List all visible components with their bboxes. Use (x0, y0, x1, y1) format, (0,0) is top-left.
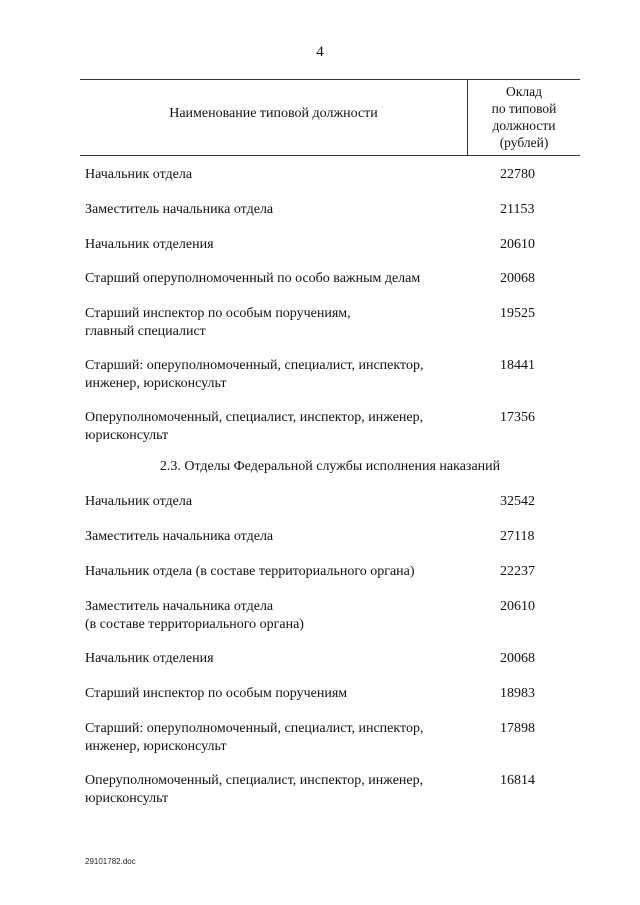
header-salary-line: по типовой (491, 101, 557, 116)
position-name-line: Старший: оперуполномоченный, специалист, инспектор, (85, 721, 424, 736)
position-name-line: Заместитель начальника отдела (85, 529, 274, 544)
position-name (85, 563, 480, 581)
salary-value: 22237 (500, 564, 535, 579)
position-name-line: инженер, юрисконсульт (85, 376, 227, 391)
position-name (85, 598, 480, 634)
position-name-line: Оперуполномоченный, специалист, инспектор, инженер, (85, 773, 424, 788)
position-name (85, 166, 480, 184)
salary-value: 17898 (500, 721, 535, 736)
position-name-line: Старший инспектор по особым поручениям (85, 686, 348, 701)
position-name (85, 650, 480, 668)
position-name-line: юрисконсульт (85, 791, 169, 806)
position-name (85, 720, 480, 756)
position-name-line: Начальник отделения (85, 237, 214, 252)
position-name-line: Старший: оперуполномоченный, специалист, инспектор, (85, 358, 424, 373)
salary-value: 18983 (500, 686, 535, 701)
position-name-line: Старший инспектор по особым поручениям, (85, 306, 351, 321)
salary-value: 32542 (500, 494, 535, 509)
salary-value: 18441 (500, 358, 535, 373)
table-header (80, 79, 580, 156)
header-salary-line: должности (492, 118, 556, 133)
position-name-line: Начальник отделения (85, 651, 214, 666)
position-name (85, 305, 480, 341)
salary-value: 20610 (500, 237, 535, 252)
section-title: 2.3. Отделы Федеральной службы исполнения наказаний (159, 459, 501, 474)
position-name (85, 357, 480, 393)
position-name (85, 236, 480, 254)
position-name-line: Начальник отдела (в составе территориального органа) (85, 564, 415, 579)
salary-value: 21153 (500, 202, 535, 217)
salary-value: 17356 (500, 410, 535, 425)
header-salary-line: (рублей) (499, 135, 549, 150)
position-name-line: юрисконсульт (85, 428, 169, 443)
position-name-line: главный специалист (85, 324, 206, 339)
header-salary (468, 83, 580, 151)
page-number: 4 (316, 44, 324, 60)
document-footer-code: 29101782.doc (85, 857, 136, 866)
position-name (85, 528, 480, 546)
position-name (85, 409, 480, 445)
position-name (85, 685, 480, 703)
position-name (85, 772, 480, 808)
position-name (85, 201, 480, 219)
salary-value: 19525 (500, 306, 535, 321)
position-name (85, 270, 480, 288)
position-name-line: Заместитель начальника отдела (85, 599, 274, 614)
salary-value: 27118 (500, 529, 535, 544)
position-name (85, 493, 480, 511)
salary-value: 22780 (500, 167, 535, 182)
position-name-line: инженер, юрисконсульт (85, 739, 227, 754)
salary-value: 16814 (500, 773, 535, 788)
header-salary-line: Оклад (506, 84, 542, 99)
position-name-line: Заместитель начальника отдела (85, 202, 274, 217)
position-name-line: Начальник отдела (85, 494, 193, 509)
salary-value: 20610 (500, 599, 535, 614)
header-position-name: Наименование типовой должности (169, 106, 378, 121)
salary-value: 20068 (500, 651, 535, 666)
position-name-line: (в составе территориального органа) (85, 617, 304, 632)
salary-value: 20068 (500, 271, 535, 286)
position-name-line: Старший оперуполномоченный по особо важным делам (85, 271, 421, 286)
position-name-line: Оперуполномоченный, специалист, инспектор, инженер, (85, 410, 424, 425)
position-name-line: Начальник отдела (85, 167, 193, 182)
